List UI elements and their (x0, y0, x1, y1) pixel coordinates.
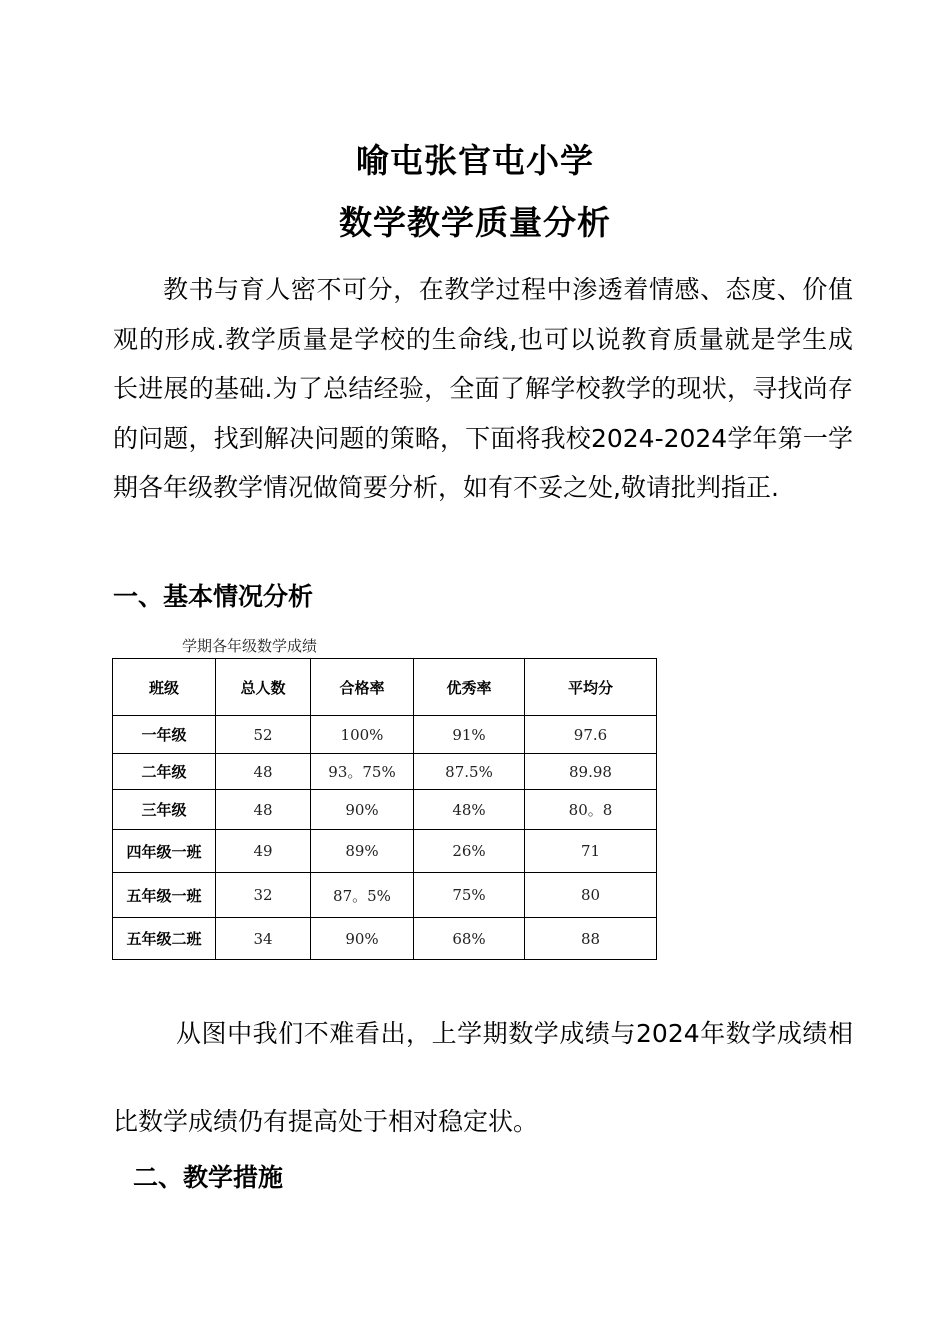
cell-average: 80 (525, 873, 657, 918)
table-row (113, 918, 657, 960)
cell-excellence-rate: 48% (414, 790, 525, 830)
cell-average: 88 (525, 918, 657, 960)
cell-class: 四年级一班 (113, 830, 216, 873)
conclusion-paragraph: 从图中我们不难看出，上学期数学成绩与2024年数学成绩相比数学成绩仍有提高处于相对稳定状。 (113, 1019, 853, 1136)
section-heading-basic-analysis: 一、基本情况分析 (113, 582, 314, 611)
table-row (113, 716, 657, 754)
cell-average: 80。8 (525, 790, 657, 830)
cell-total: 32 (216, 873, 311, 918)
cell-class: 二年级 (113, 754, 216, 790)
cell-excellence-rate: 26% (414, 830, 525, 873)
document-title-subject: 数学教学质量分析 (339, 203, 611, 242)
cell-total: 34 (216, 918, 311, 960)
table-row (113, 873, 657, 918)
cell-excellence-rate: 87.5% (414, 754, 525, 790)
header-pass-rate: 合格率 (311, 659, 414, 716)
cell-excellence-rate: 68% (414, 918, 525, 960)
table-row (113, 754, 657, 790)
cell-class: 五年级一班 (113, 873, 216, 918)
cell-pass-rate: 90% (311, 790, 414, 830)
cell-average: 89.98 (525, 754, 657, 790)
cell-pass-rate: 100% (311, 716, 414, 754)
cell-total: 49 (216, 830, 311, 873)
cell-total: 48 (216, 790, 311, 830)
cell-total: 52 (216, 716, 311, 754)
cell-average: 97.6 (525, 716, 657, 754)
cell-class: 五年级二班 (113, 918, 216, 960)
cell-average: 71 (525, 830, 657, 873)
table-caption: 学期各年级数学成绩 (182, 637, 318, 655)
cell-class: 三年级 (113, 790, 216, 830)
grade-scores-table (112, 658, 657, 960)
header-excellence-rate: 优秀率 (414, 659, 525, 716)
header-total-students: 总人数 (216, 659, 311, 716)
document-title-school: 喻屯张官屯小学 (356, 141, 594, 180)
cell-pass-rate: 89% (311, 830, 414, 873)
intro-paragraph: 教书与育人密不可分，在教学过程中渗透着情感、态度、价值观的形成.教学质量是学校的生命线,也可以说教育质量就是学生成长进展的基础.为了总结经验，全面了解学校教学的现状，寻找尚存的问题，找到解决问题的策略，下面将我校2024-2024学年第一学期各年级教学情况做简要分析，如有不妥之处,敬请批判指正. (113, 275, 853, 502)
cell-pass-rate: 87。5% (311, 873, 414, 918)
table-row (113, 830, 657, 873)
table-row (113, 790, 657, 830)
header-class: 班级 (113, 659, 216, 716)
section-heading-teaching-measures: 二、教学措施 (133, 1163, 284, 1192)
cell-excellence-rate: 91% (414, 716, 525, 754)
cell-total: 48 (216, 754, 311, 790)
table-header-row (113, 659, 657, 716)
cell-pass-rate: 90% (311, 918, 414, 960)
header-average-score: 平均分 (525, 659, 657, 716)
cell-excellence-rate: 75% (414, 873, 525, 918)
cell-class: 一年级 (113, 716, 216, 754)
cell-pass-rate: 93。75% (311, 754, 414, 790)
